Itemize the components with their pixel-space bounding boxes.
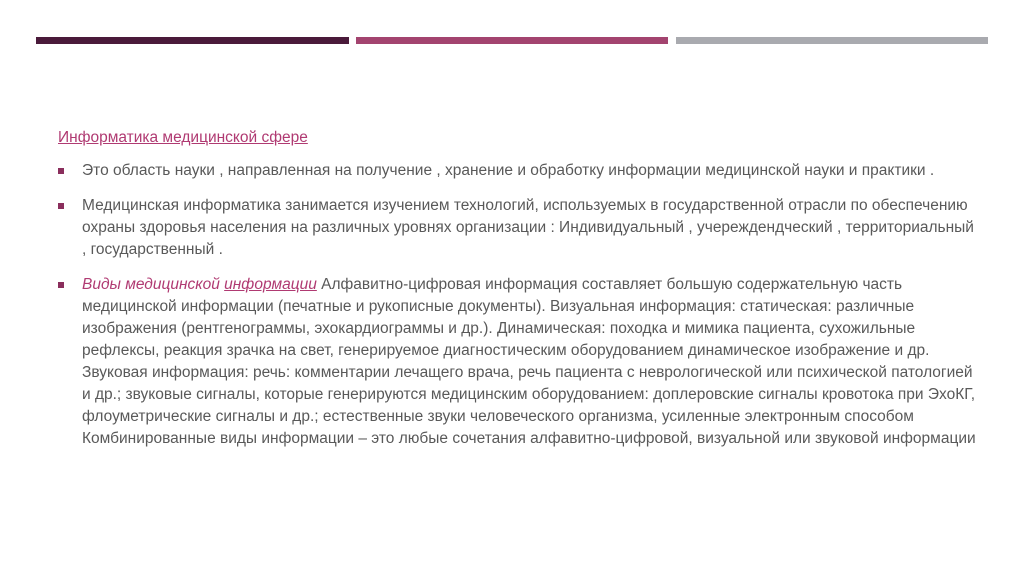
bullet-item-3 bbox=[58, 274, 978, 450]
bullet-text: Это область науки , направленная на получение , хранение и обработку информации медицинской науки и практики . bbox=[82, 162, 935, 179]
header-bar-gray bbox=[676, 37, 988, 44]
bullet-text: Медицинская информатика занимается изучением технологий, используемых в государственной отрасли по обеспечению охраны здоровья населения на различных уровнях организации : Индивидуальный , учереждендческий , территориальный , государственный . bbox=[82, 197, 974, 258]
header-bar-magenta bbox=[356, 37, 668, 44]
accent-link[interactable]: информации bbox=[224, 276, 317, 293]
square-bullet-icon bbox=[58, 168, 64, 174]
accent-phrase: Виды медицинской bbox=[82, 276, 220, 293]
header-bar-dark bbox=[36, 37, 349, 44]
slide-heading: Информатика медицинской сфере bbox=[58, 129, 308, 146]
square-bullet-icon bbox=[58, 282, 64, 288]
bullet-item-1 bbox=[58, 160, 978, 182]
bullet-item-2 bbox=[58, 195, 978, 261]
square-bullet-icon bbox=[58, 203, 64, 209]
bullet-text: Алфавитно-цифровая информация составляет большую содержательную часть медицинской информации (печатные и рукописные документы). Визуальная информация: статическая: различные изображения (рентгенограммы, эхокардиограммы и др.). Динамическая: походка и мимика пациента, сухожильные рефлексы, реакция зрачка на свет, генерируемое диагностическим оборудованием динамическое изображение и др. Звуковая информация: речь: комментарии лечащего врача, речь пациента с неврологической или психической патологией и др.; звуковые сигналы, которые генерируются медицинским оборудованием: доплеровские сигналы кровотока при ЭхоКГ, флоуметрические сигналы и др.; естественные звуки человеческого организма, усиленные электронным способом Комбинированные виды информации – это любые сочетания алфавитно-цифровой, визуальной или звуковой информации bbox=[82, 276, 976, 447]
slide-content bbox=[58, 127, 978, 463]
